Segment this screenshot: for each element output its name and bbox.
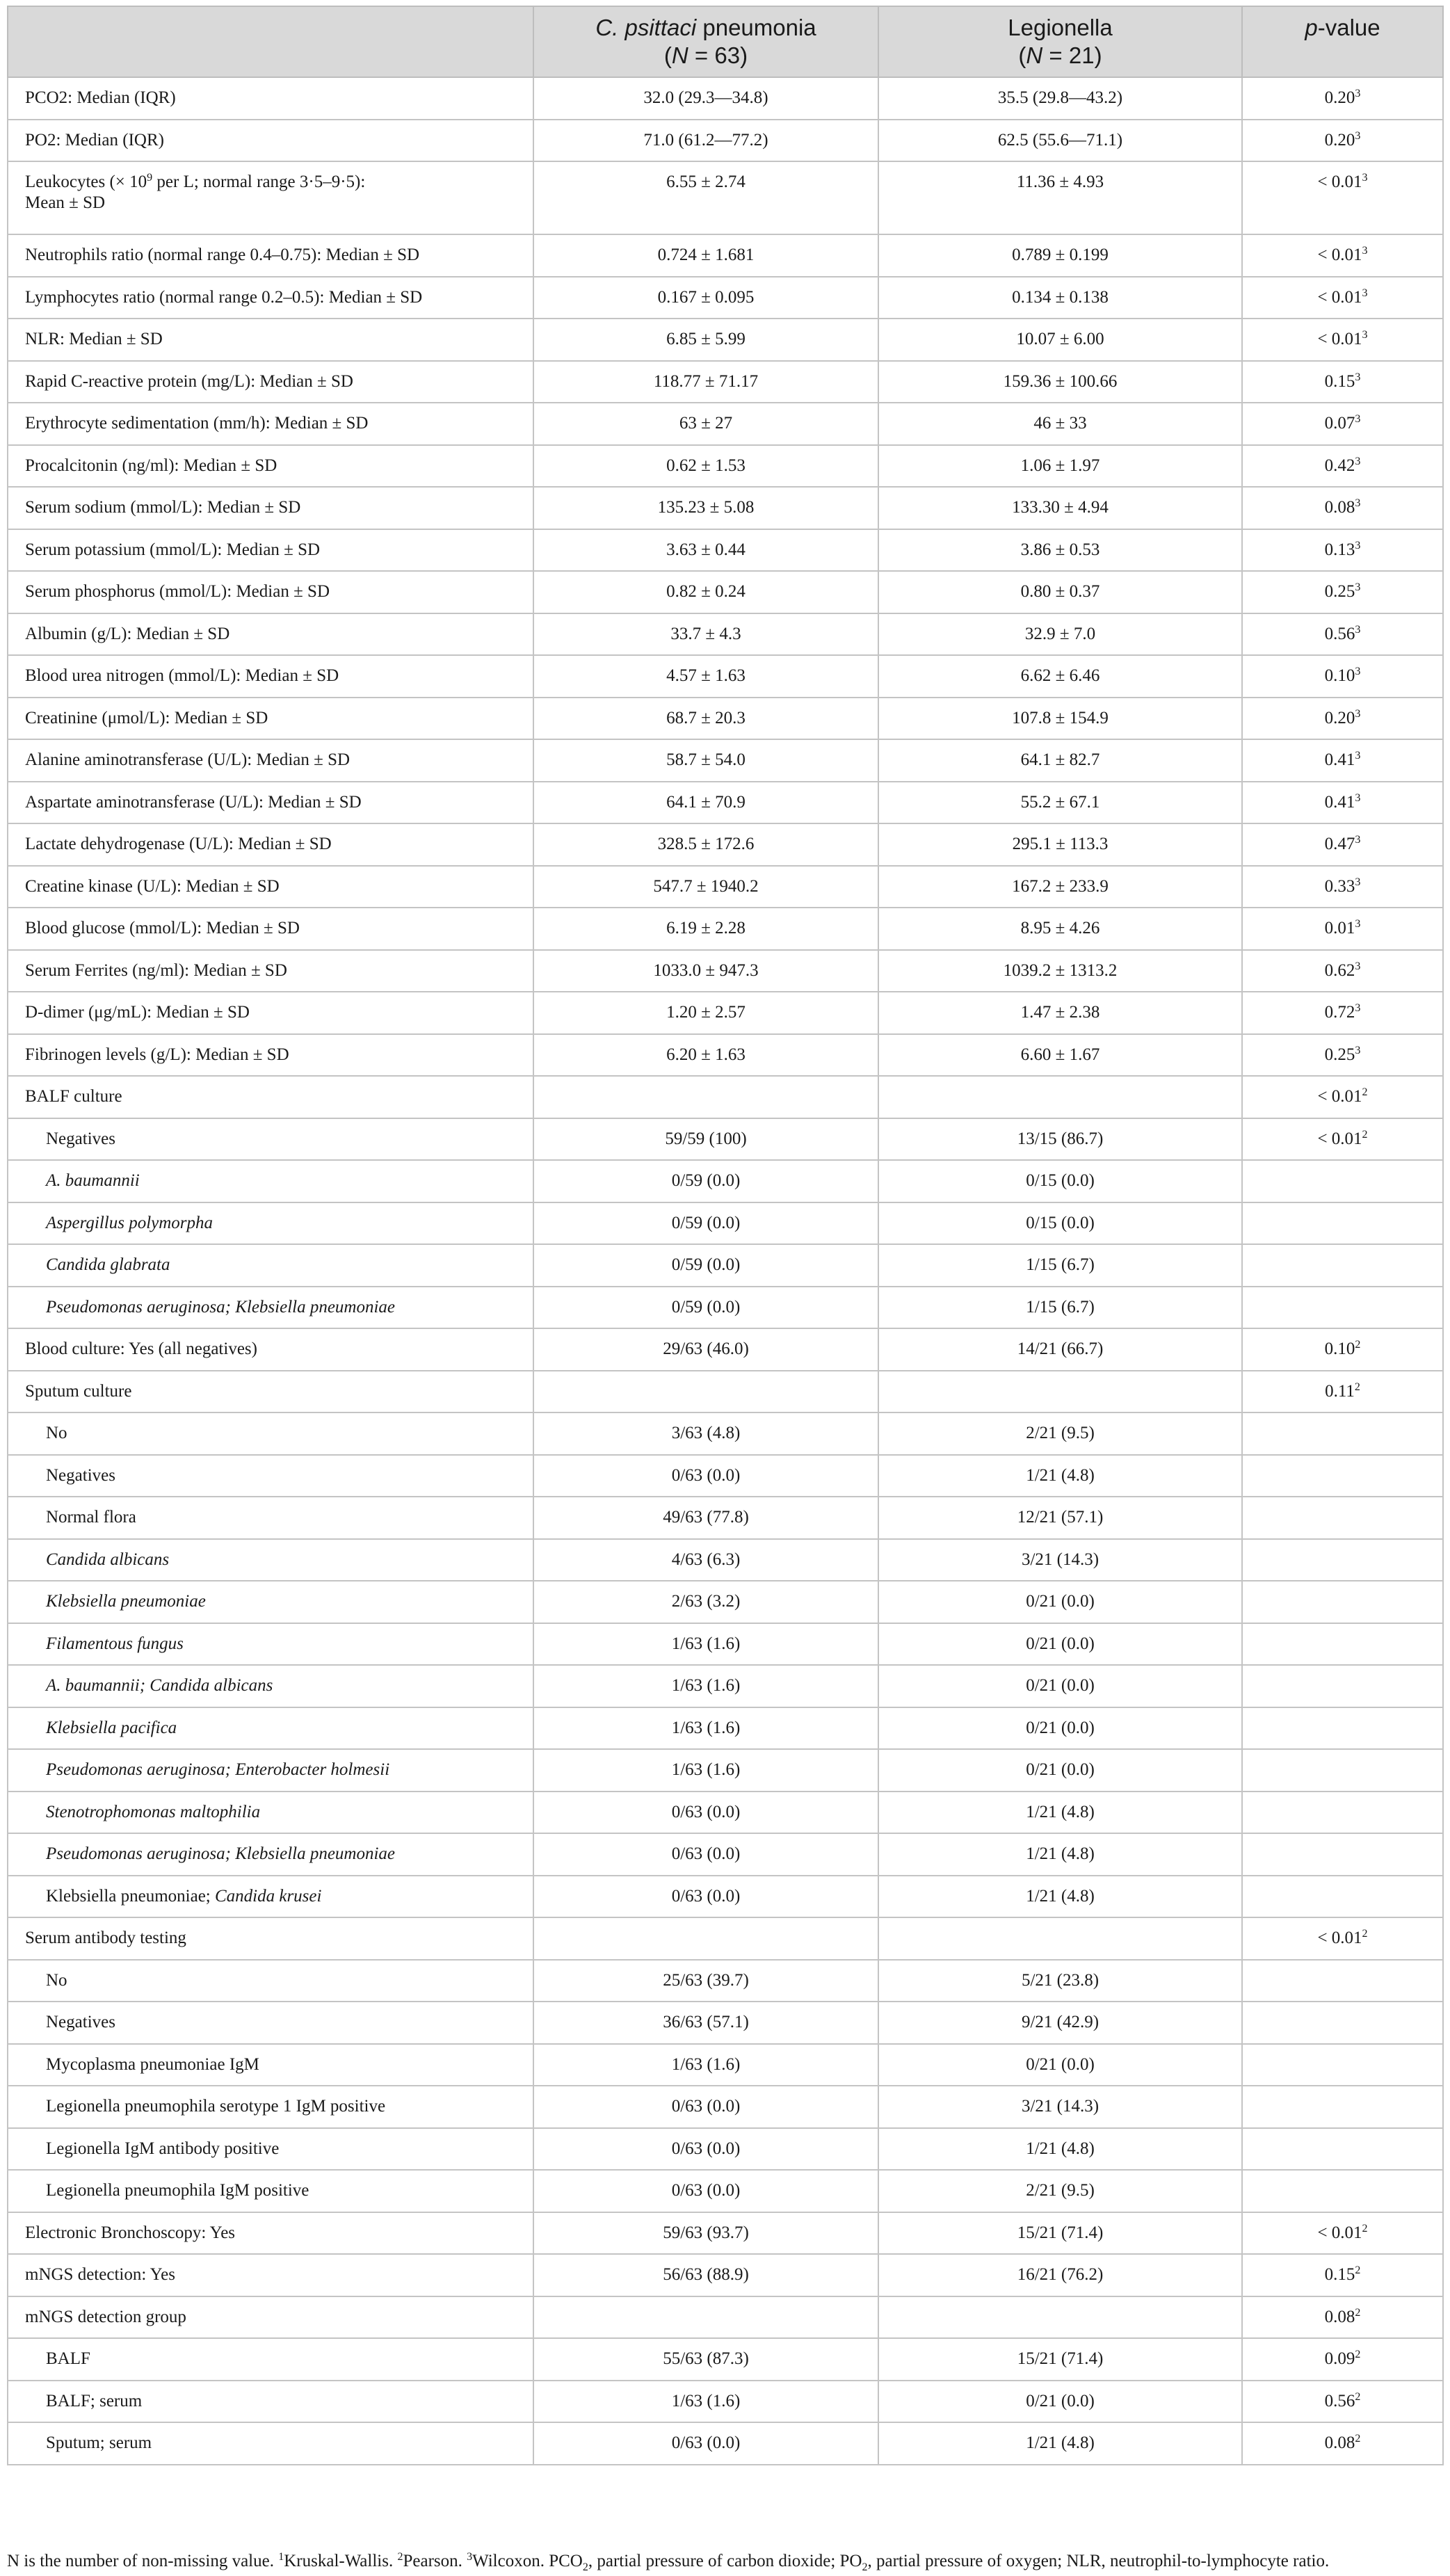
value-legionella: 1/21 (4.8) [878,1876,1242,1918]
row-label: Neutrophils ratio (normal range 0.4–0.75): Median ± SD [8,234,533,277]
table-row [8,1960,1443,2002]
table-row [8,120,1443,162]
value-psittaci: 1.20 ± 2.57 [533,992,878,1034]
value-psittaci: 0/63 (0.0) [533,1876,878,1918]
row-label: Creatinine (μmol/L): Median ± SD [8,698,533,740]
row-label: Serum phosphorus (mmol/L): Median ± SD [8,571,533,613]
table-row [8,1665,1443,1707]
table-row [8,1876,1443,1918]
table-row [8,739,1443,782]
p-value: < $0.01^2$ [1242,1917,1443,1960]
value-psittaci: 4/63 (6.3) [533,1539,878,1581]
p-value [1242,1497,1443,1539]
value-psittaci: 0/63 (0.0) [533,2086,878,2128]
table-row [8,1328,1443,1371]
value-legionella: 2/21 (9.5) [878,2170,1242,2212]
value-legionella: 16/21 (76.2) [878,2254,1242,2296]
table-row [8,1412,1443,1455]
row-label: Legionella IgM antibody positive [8,2128,533,2171]
value-psittaci: 118.77 ± 71.17 [533,361,878,403]
value-psittaci: 49/63 (77.8) [533,1497,878,1539]
row-label: Candida albicans [8,1539,533,1581]
value-psittaci: 0/63 (0.0) [533,1455,878,1497]
row-label: Alanine aminotransferase (U/L): Median ± SD [8,739,533,782]
p-value [1242,1244,1443,1287]
row-label: Filamentous fungus [8,1623,533,1666]
p-value: < $0.01^2$ [1242,1118,1443,1161]
p-value [1242,1833,1443,1876]
p-value: 0.25$^3$ [1242,571,1443,613]
table-row [8,529,1443,572]
header-psittaci: C. psittaci pneumonia (N = 63) [533,6,878,77]
value-psittaci: 0/59 (0.0) [533,1287,878,1329]
table-row [8,2212,1443,2255]
value-legionella [878,1076,1242,1118]
header-variable [8,6,533,77]
row-label: Blood culture: Yes (all negatives) [8,1328,533,1371]
row-label: PCO2: Median (IQR) [8,77,533,120]
table-row [8,1160,1443,1202]
table-row [8,613,1443,656]
value-legionella: 13/15 (86.7) [878,1118,1242,1161]
value-legionella: 3.86 ± 0.53 [878,529,1242,572]
table-row [8,319,1443,361]
p-value: 0.20$^3$ [1242,120,1443,162]
p-value: 0.62$^3$ [1242,950,1443,992]
row-label: Klebsiella pneumoniae; Candida krusei [8,1876,533,1918]
value-legionella: 14/21 (66.7) [878,1328,1242,1371]
value-psittaci: 0/59 (0.0) [533,1202,878,1245]
value-psittaci: 32.0 (29.3—34.8) [533,77,878,120]
p-value: 0.20$^3$ [1242,77,1443,120]
table-row [8,2044,1443,2086]
row-label: Negatives [8,1118,533,1161]
row-label: Serum antibody testing [8,1917,533,1960]
value-legionella: 1/21 (4.8) [878,2128,1242,2171]
value-psittaci: 3.63 ± 0.44 [533,529,878,572]
p-value: < $0.01^3$ [1242,161,1443,234]
value-legionella: 0/21 (0.0) [878,1749,1242,1792]
value-legionella: 2/21 (9.5) [878,1412,1242,1455]
value-legionella: 46 ± 33 [878,403,1242,445]
row-label: Stenotrophomonas maltophilia [8,1792,533,1834]
row-label: A. baumannii [8,1160,533,1202]
value-legionella: 0/21 (0.0) [878,1623,1242,1666]
value-psittaci [533,2296,878,2339]
value-psittaci [533,1917,878,1960]
results-table [7,6,1444,2465]
p-value: 0.33$^3$ [1242,866,1443,908]
table-row [8,1707,1443,1750]
value-legionella: 3/21 (14.3) [878,1539,1242,1581]
row-label: Mycoplasma pneumoniae IgM [8,2044,533,2086]
value-psittaci: 25/63 (39.7) [533,1960,878,2002]
value-psittaci: 71.0 (61.2—77.2) [533,120,878,162]
row-label: mNGS detection: Yes [8,2254,533,2296]
row-label: Candida glabrata [8,1244,533,1287]
p-value [1242,2086,1443,2128]
header-psittaci-species: C. psittaci [595,15,697,40]
value-legionella: 0/15 (0.0) [878,1202,1242,1245]
p-value [1242,1581,1443,1623]
p-value [1242,1960,1443,2002]
table-row [8,2296,1443,2339]
row-label: Legionella pneumophila serotype 1 IgM positive [8,2086,533,2128]
p-value [1242,1455,1443,1497]
row-label: NLR: Median ± SD [8,319,533,361]
p-value: 0.41$^3$ [1242,782,1443,824]
value-psittaci: 56/63 (88.9) [533,2254,878,2296]
p-value: < $0.01^3$ [1242,234,1443,277]
value-psittaci: 4.57 ± 1.63 [533,655,878,698]
row-label: A. baumannii; Candida albicans [8,1665,533,1707]
value-psittaci: 547.7 ± 1940.2 [533,866,878,908]
row-label: Negatives [8,1455,533,1497]
row-label: Sputum culture [8,1371,533,1413]
value-legionella: 1/15 (6.7) [878,1287,1242,1329]
p-value: 0.72$^3$ [1242,992,1443,1034]
row-label: Lymphocytes ratio (normal range 0.2–0.5): Median ± SD [8,277,533,319]
row-label: Procalcitonin (ng/ml): Median ± SD [8,445,533,488]
table-row [8,2086,1443,2128]
value-legionella: 0.789 ± 0.199 [878,234,1242,277]
value-psittaci: 1/63 (1.6) [533,2381,878,2423]
table-row [8,1917,1443,1960]
p-value [1242,1412,1443,1455]
p-value [1242,2128,1443,2171]
p-value [1242,1202,1443,1245]
value-psittaci: 1/63 (1.6) [533,1665,878,1707]
value-psittaci [533,1371,878,1413]
row-label: mNGS detection group [8,2296,533,2339]
value-legionella: 133.30 ± 4.94 [878,487,1242,529]
p-value [1242,2044,1443,2086]
value-psittaci: 0.167 ± 0.095 [533,277,878,319]
row-label: Serum Ferrites (ng/ml): Median ± SD [8,950,533,992]
table-row [8,571,1443,613]
value-legionella: 1/21 (4.8) [878,1792,1242,1834]
table-row [8,992,1443,1034]
p-value: 0.15$^2$ [1242,2254,1443,2296]
row-label: Rapid C-reactive protein (mg/L): Median ± SD [8,361,533,403]
value-psittaci: 0/59 (0.0) [533,1160,878,1202]
p-value: 0.47$^3$ [1242,823,1443,866]
p-value: 0.07$^3$ [1242,403,1443,445]
value-psittaci: 0/63 (0.0) [533,2170,878,2212]
row-label: Serum sodium (mmol/L): Median ± SD [8,487,533,529]
table-body [8,77,1443,2465]
table-row [8,277,1443,319]
row-label: Sputum; serum [8,2422,533,2465]
table-header-row [8,6,1443,77]
value-psittaci [533,1076,878,1118]
row-label: Pseudomonas aeruginosa; Enterobacter holmesii [8,1749,533,1792]
p-value: < $0.01^2$ [1242,1076,1443,1118]
table-row [8,950,1443,992]
table-row [8,1118,1443,1161]
value-legionella: 0/15 (0.0) [878,1160,1242,1202]
row-label: Blood urea nitrogen (mmol/L): Median ± SD [8,655,533,698]
value-psittaci: 58.7 ± 54.0 [533,739,878,782]
value-psittaci: 6.19 ± 2.28 [533,908,878,950]
p-value: 0.10$^3$ [1242,655,1443,698]
value-legionella: 295.1 ± 113.3 [878,823,1242,866]
row-label: Blood glucose (mmol/L): Median ± SD [8,908,533,950]
value-psittaci: 328.5 ± 172.6 [533,823,878,866]
p-value: 0.10$^2$ [1242,1328,1443,1371]
value-psittaci: 59/59 (100) [533,1118,878,1161]
value-psittaci: 29/63 (46.0) [533,1328,878,1371]
table-row [8,234,1443,277]
row-label: Creatine kinase (U/L): Median ± SD [8,866,533,908]
table-row [8,782,1443,824]
value-psittaci: 1/63 (1.6) [533,2044,878,2086]
value-psittaci: 68.7 ± 20.3 [533,698,878,740]
value-legionella: 1/21 (4.8) [878,1833,1242,1876]
value-legionella: 15/21 (71.4) [878,2212,1242,2255]
p-value [1242,2002,1443,2044]
value-psittaci: 63 ± 27 [533,403,878,445]
value-psittaci: 6.20 ± 1.63 [533,1034,878,1077]
value-psittaci: 6.55 ± 2.74 [533,161,878,234]
value-legionella: 0/21 (0.0) [878,1665,1242,1707]
table-row [8,698,1443,740]
value-psittaci: 33.7 ± 4.3 [533,613,878,656]
row-label: BALF [8,2338,533,2381]
row-label: Pseudomonas aeruginosa; Klebsiella pneumoniae [8,1287,533,1329]
table-row [8,1539,1443,1581]
p-value: 0.15$^3$ [1242,361,1443,403]
row-label: Electronic Bronchoscopy: Yes [8,2212,533,2255]
table-row [8,2338,1443,2381]
value-legionella: 35.5 (29.8—43.2) [878,77,1242,120]
row-label: Klebsiella pneumoniae [8,1581,533,1623]
value-legionella [878,1917,1242,1960]
row-label: No [8,1960,533,2002]
value-legionella: 1/21 (4.8) [878,1455,1242,1497]
table-row [8,908,1443,950]
p-value [1242,1876,1443,1918]
table-row [8,1244,1443,1287]
value-legionella: 12/21 (57.1) [878,1497,1242,1539]
value-legionella: 8.95 ± 4.26 [878,908,1242,950]
p-value: 0.08$^2$ [1242,2422,1443,2465]
value-psittaci: 0.62 ± 1.53 [533,445,878,488]
value-legionella: 15/21 (71.4) [878,2338,1242,2381]
table-row [8,1581,1443,1623]
table-row [8,2381,1443,2423]
table-footnote: N is the number of non-missing value. $^1$Kruskal-Wallis. $^2$Pearson. $^3$Wilcoxon. $PCO_2$, partial pressure of carbon dioxide; $PO_2$, partial pressure of oxygen; NLR, neutrophil-to-lymphocyte ratio. [7,2551,1330,2573]
value-legionella: 6.60 ± 1.67 [878,1034,1242,1077]
table-row [8,2170,1443,2212]
value-legionella: 107.8 ± 154.9 [878,698,1242,740]
table-row [8,823,1443,866]
value-legionella: 62.5 (55.6—71.1) [878,120,1242,162]
table-row [8,445,1443,488]
header-p-value: p-value [1242,6,1443,77]
table-row [8,866,1443,908]
p-value [1242,1623,1443,1666]
row-label: Negatives [8,2002,533,2044]
table-row [8,361,1443,403]
table-row [8,655,1443,698]
row-label: Leukocytes (× $10^9$ per L; normal range 3·5–9·5): Mean ± SD [8,161,533,234]
table-row [8,487,1443,529]
header-legionella: Legionella (N = 21) [878,6,1242,77]
p-value: 0.13$^3$ [1242,529,1443,572]
row-label: BALF culture [8,1076,533,1118]
value-legionella: 167.2 ± 233.9 [878,866,1242,908]
value-psittaci: 64.1 ± 70.9 [533,782,878,824]
value-legionella: 64.1 ± 82.7 [878,739,1242,782]
value-legionella: 55.2 ± 67.1 [878,782,1242,824]
p-value: < $0.01^3$ [1242,319,1443,361]
p-value: 0.20$^3$ [1242,698,1443,740]
value-legionella: 5/21 (23.8) [878,1960,1242,2002]
value-legionella: 10.07 ± 6.00 [878,319,1242,361]
value-psittaci: 0/63 (0.0) [533,1792,878,1834]
table-row [8,1497,1443,1539]
row-label: Lactate dehydrogenase (U/L): Median ± SD [8,823,533,866]
value-psittaci: 0/63 (0.0) [533,2422,878,2465]
p-value: 0.11$^2$ [1242,1371,1443,1413]
table-row [8,77,1443,120]
row-label: PO2: Median (IQR) [8,120,533,162]
p-value: < $0.01^3$ [1242,277,1443,319]
row-label: Pseudomonas aeruginosa; Klebsiella pneumoniae [8,1833,533,1876]
value-psittaci: 1/63 (1.6) [533,1623,878,1666]
value-psittaci: 0/63 (0.0) [533,1833,878,1876]
value-legionella: 1/15 (6.7) [878,1244,1242,1287]
row-label: Aspartate aminotransferase (U/L): Median ± SD [8,782,533,824]
p-value [1242,1287,1443,1329]
table-row [8,1455,1443,1497]
p-value: 0.01$^3$ [1242,908,1443,950]
value-legionella: 159.36 ± 100.66 [878,361,1242,403]
p-value [1242,1749,1443,1792]
p-value: 0.42$^3$ [1242,445,1443,488]
value-psittaci: 135.23 ± 5.08 [533,487,878,529]
table-row [8,161,1443,234]
row-label: BALF; serum [8,2381,533,2423]
value-legionella: 1.47 ± 2.38 [878,992,1242,1034]
table-row [8,2254,1443,2296]
p-value [1242,1539,1443,1581]
value-legionella: 6.62 ± 6.46 [878,655,1242,698]
value-legionella: 11.36 ± 4.93 [878,161,1242,234]
value-psittaci: 0/63 (0.0) [533,2128,878,2171]
row-label: Serum potassium (mmol/L): Median ± SD [8,529,533,572]
row-label: Klebsiella pacifica [8,1707,533,1750]
value-legionella: 1039.2 ± 1313.2 [878,950,1242,992]
header-legionella-name: Legionella [1008,15,1113,40]
table-row [8,2128,1443,2171]
value-legionella: 1.06 ± 1.97 [878,445,1242,488]
value-legionella: 0/21 (0.0) [878,2044,1242,2086]
value-psittaci: 3/63 (4.8) [533,1412,878,1455]
value-psittaci: 0.724 ± 1.681 [533,234,878,277]
value-legionella: 32.9 ± 7.0 [878,613,1242,656]
value-psittaci: 55/63 (87.3) [533,2338,878,2381]
p-value [1242,1160,1443,1202]
value-psittaci: 1/63 (1.6) [533,1749,878,1792]
table-row [8,2422,1443,2465]
value-legionella: 0/21 (0.0) [878,1581,1242,1623]
value-legionella: 0.134 ± 0.138 [878,277,1242,319]
value-psittaci: 0.82 ± 0.24 [533,571,878,613]
value-legionella: 1/21 (4.8) [878,2422,1242,2465]
table-row [8,1623,1443,1666]
row-label: Albumin (g/L): Median ± SD [8,613,533,656]
value-legionella: 0/21 (0.0) [878,1707,1242,1750]
value-legionella [878,2296,1242,2339]
value-psittaci: 1/63 (1.6) [533,1707,878,1750]
table-row [8,1833,1443,1876]
table-row [8,403,1443,445]
value-psittaci: 6.85 ± 5.99 [533,319,878,361]
p-value: 0.56$^2$ [1242,2381,1443,2423]
p-value: 0.56$^3$ [1242,613,1443,656]
p-value [1242,1665,1443,1707]
table-row [8,1371,1443,1413]
p-value [1242,1792,1443,1834]
value-legionella [878,1371,1242,1413]
row-label: Legionella pneumophila IgM positive [8,2170,533,2212]
p-value [1242,1707,1443,1750]
p-value: 0.41$^3$ [1242,739,1443,782]
p-value: 0.25$^3$ [1242,1034,1443,1077]
value-psittaci: 2/63 (3.2) [533,1581,878,1623]
table-row [8,1749,1443,1792]
p-value: 0.08$^3$ [1242,487,1443,529]
table-row [8,2002,1443,2044]
header-psittaci-suffix: pneumonia [696,15,816,40]
table-row [8,1792,1443,1834]
table-row [8,1202,1443,1245]
p-value: 0.08$^2$ [1242,2296,1443,2339]
row-label: D-dimer (μg/mL): Median ± SD [8,992,533,1034]
value-psittaci: 1033.0 ± 947.3 [533,950,878,992]
p-value: 0.09$^2$ [1242,2338,1443,2381]
value-legionella: 0/21 (0.0) [878,2381,1242,2423]
row-label: No [8,1412,533,1455]
row-label: Fibrinogen levels (g/L): Median ± SD [8,1034,533,1077]
row-label: Aspergillus polymorpha [8,1202,533,1245]
row-label: Normal flora [8,1497,533,1539]
value-psittaci: 36/63 (57.1) [533,2002,878,2044]
row-label: Erythrocyte sedimentation (mm/h): Median ± SD [8,403,533,445]
p-value [1242,2170,1443,2212]
table-row [8,1076,1443,1118]
value-legionella: 3/21 (14.3) [878,2086,1242,2128]
value-legionella: 0.80 ± 0.37 [878,571,1242,613]
table-row [8,1034,1443,1077]
value-legionella: 9/21 (42.9) [878,2002,1242,2044]
value-psittaci: 0/59 (0.0) [533,1244,878,1287]
p-value: < $0.01^2$ [1242,2212,1443,2255]
value-psittaci: 59/63 (93.7) [533,2212,878,2255]
table-row [8,1287,1443,1329]
